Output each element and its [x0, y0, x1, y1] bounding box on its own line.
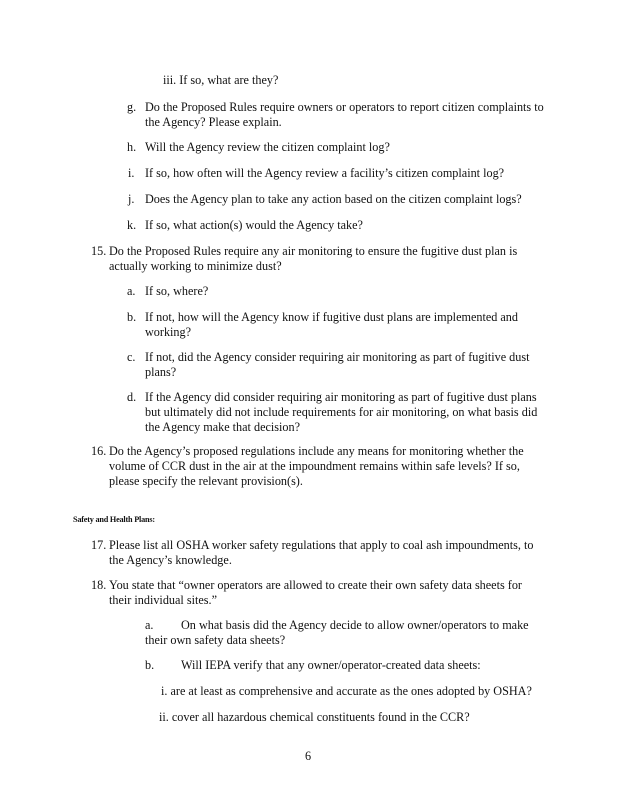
- question-17-label: 17.: [91, 538, 107, 552]
- question-15d-line-1: If the Agency did consider requiring air monitoring as part of fugitive dust plans: [145, 390, 537, 404]
- question-15c-line-1: If not, did the Agency consider requiring air monitoring as part of fugitive dust: [145, 350, 530, 364]
- question-18-label: 18.: [91, 578, 107, 592]
- question-16-line-1: Do the Agency’s proposed regulations include any means for monitoring whether the: [109, 444, 524, 458]
- question-15-line-1: Do the Proposed Rules require any air monitoring to ensure the fugitive dust plan is: [109, 244, 518, 258]
- question-15d-line-2: but ultimately did not include requirements for air monitoring, on what basis did: [145, 405, 538, 419]
- question-18-line-2: their individual sites.”: [109, 593, 217, 607]
- question-15a-label: a.: [127, 284, 136, 298]
- item-h-line-1: Will the Agency review the citizen complaint log?: [145, 140, 390, 154]
- question-15-line-2: actually working to minimize dust?: [109, 259, 282, 273]
- question-15a-line-1: If so, where?: [145, 284, 209, 298]
- question-15-label: 15.: [91, 244, 107, 258]
- question-18b-label: b.: [145, 658, 155, 672]
- question-18b-subitem-i: i. are at least as comprehensive and accurate as the ones adopted by OSHA?: [161, 684, 532, 698]
- question-18b-line-1: Will IEPA verify that any owner/operator-created data sheets:: [181, 658, 481, 672]
- item-iii-line: iii. If so, what are they?: [163, 73, 279, 87]
- question-15b-line-2: working?: [145, 325, 192, 339]
- question-18a-label: a.: [145, 618, 154, 632]
- item-h-label: h.: [127, 140, 137, 154]
- section-heading-safety-health: Safety and Health Plans:: [73, 515, 155, 524]
- item-g-line-2: the Agency? Please explain.: [145, 115, 282, 129]
- question-18a-line-1: On what basis did the Agency decide to allow owner/operators to make: [181, 618, 529, 632]
- question-15d-line-3: the Agency make that decision?: [145, 420, 300, 434]
- question-17-line-2: the Agency’s knowledge.: [109, 553, 232, 567]
- question-18a-line-2: their own safety data sheets?: [145, 633, 286, 647]
- question-15c-line-2: plans?: [145, 365, 177, 379]
- question-18b-subitem-ii: ii. cover all hazardous chemical constituents found in the CCR?: [159, 710, 470, 724]
- item-i-line-1: If so, how often will the Agency review a facility’s citizen complaint log?: [145, 166, 505, 180]
- item-j-line-1: Does the Agency plan to take any action based on the citizen complaint logs?: [145, 192, 522, 206]
- item-g-label: g.: [127, 100, 137, 114]
- item-i-label: i.: [128, 166, 135, 180]
- item-k-label: k.: [127, 218, 137, 232]
- question-15b-line-1: If not, how will the Agency know if fugitive dust plans are implemented and: [145, 310, 518, 324]
- question-15b-label: b.: [127, 310, 137, 324]
- question-16-line-2: volume of CCR dust in the air at the impoundment remains within safe levels? If so,: [109, 459, 520, 473]
- question-17-line-1: Please list all OSHA worker safety regulations that apply to coal ash impoundments, to: [109, 538, 534, 552]
- question-15d-label: d.: [127, 390, 137, 404]
- question-18-line-1: You state that “owner operators are allowed to create their own safety data sheets for: [109, 578, 522, 592]
- item-j-label: j.: [128, 192, 135, 206]
- question-16-line-3: please specify the relevant provision(s).: [109, 474, 303, 488]
- page-number: 6: [305, 749, 312, 763]
- question-15c-label: c.: [127, 350, 136, 364]
- question-16-label: 16.: [91, 444, 107, 458]
- item-g-line-1: Do the Proposed Rules require owners or operators to report citizen complaints to: [145, 100, 544, 114]
- item-k-line-1: If so, what action(s) would the Agency take?: [145, 218, 363, 232]
